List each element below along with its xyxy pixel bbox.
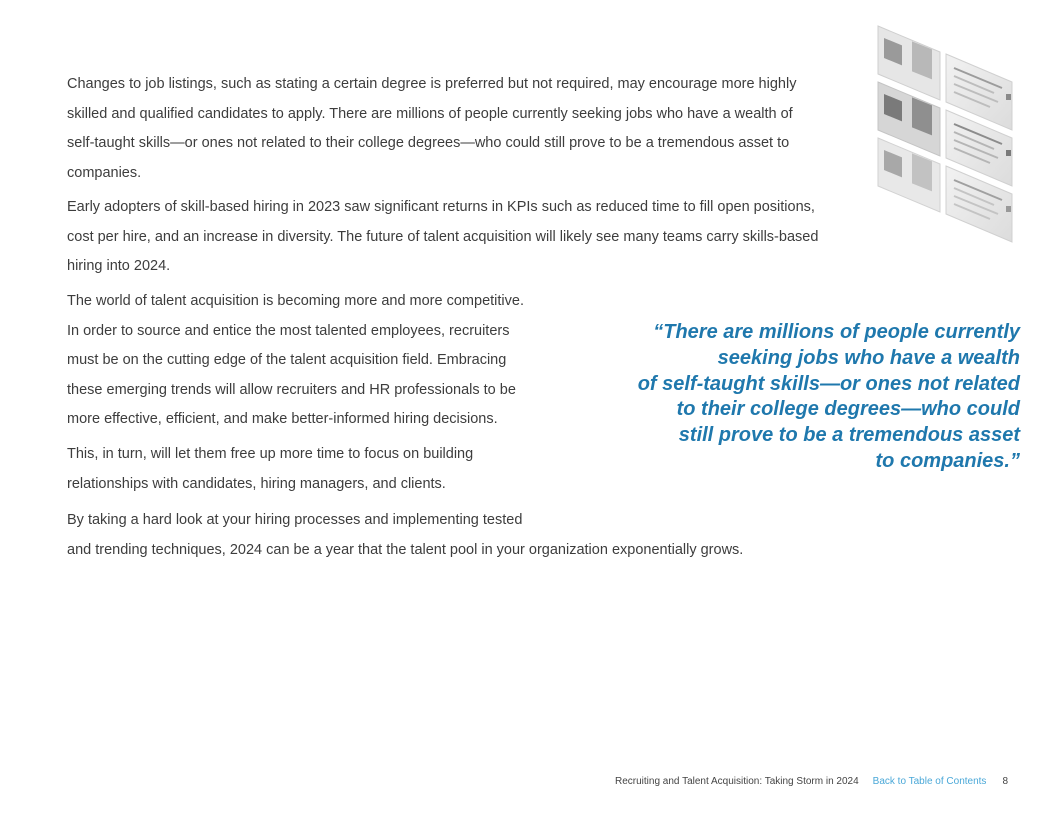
paragraph-free-up-time xyxy=(67,440,507,499)
text-line: self-taught skills—or ones not related to their college degrees—who could still prove to be a tremendous asset to xyxy=(67,135,790,151)
text-line: The world of talent acquisition is becoming more and more competitive. xyxy=(67,293,524,309)
pull-quote-line: still prove to be a tremendous asset xyxy=(678,424,1020,447)
paragraph-competitive-field xyxy=(67,287,557,435)
text-line: Early adopters of skill-based hiring in 2023 saw significant returns in KPIs such as reduced time to fill open positions, xyxy=(67,199,815,215)
text-line: This, in turn, will let them free up more time to focus on building xyxy=(67,446,474,462)
text-line: relationships with candidates, hiring managers, and clients. xyxy=(67,475,446,492)
pull-quote-line: “There are millions of people currently xyxy=(653,321,1020,343)
text-line: more effective, efficient, and make better-informed hiring decisions. xyxy=(67,411,498,427)
text-line: cost per hire, and an increase in diversity. The future of talent acquisition will likely see many teams carry skills-based xyxy=(67,228,819,245)
text-line: these emerging trends will allow recruiters and HR professionals to be xyxy=(67,381,516,398)
pull-quote-line: seeking jobs who have a wealth xyxy=(717,346,1020,369)
text-line: must be on the cutting edge of the talent acquisition field. Embracing xyxy=(67,352,507,368)
paragraph-early-adopters xyxy=(67,193,867,282)
document-title: Recruiting and Talent Acquisition: Taking Storm in 2024 xyxy=(614,776,859,787)
paragraph-conclusion xyxy=(67,506,827,565)
text-line: Changes to job listings, such as stating a certain degree is preferred but not required, may encourage more highly xyxy=(67,76,797,92)
pull-quote-line: to their college degrees—who could xyxy=(676,398,1020,421)
paragraph-job-listings xyxy=(67,70,867,188)
text-line: hiring into 2024. xyxy=(67,258,171,274)
pull-quote xyxy=(600,320,1020,475)
text-line: In order to source and entice the most talented employees, recruiters xyxy=(67,322,510,339)
text-line: By taking a hard look at your hiring processes and implementing tested xyxy=(67,512,523,528)
text-line: companies. xyxy=(67,164,142,181)
page-footer xyxy=(615,776,1008,787)
back-to-toc-link[interactable]: Back to Table of Contents xyxy=(872,776,987,787)
text-line: and trending techniques, 2024 can be a year that the talent pool in your organization exponentially grows. xyxy=(67,541,744,558)
text-line: skilled and qualified candidates to apply. There are millions of people currently seeking jobs who have a wealth of xyxy=(67,105,793,122)
pull-quote-line: to companies.” xyxy=(875,449,1020,472)
page-number: 8 xyxy=(1002,776,1008,787)
resume-cards-illustration xyxy=(874,22,1016,252)
pull-quote-line: of self-taught skills—or ones not related xyxy=(637,372,1020,395)
